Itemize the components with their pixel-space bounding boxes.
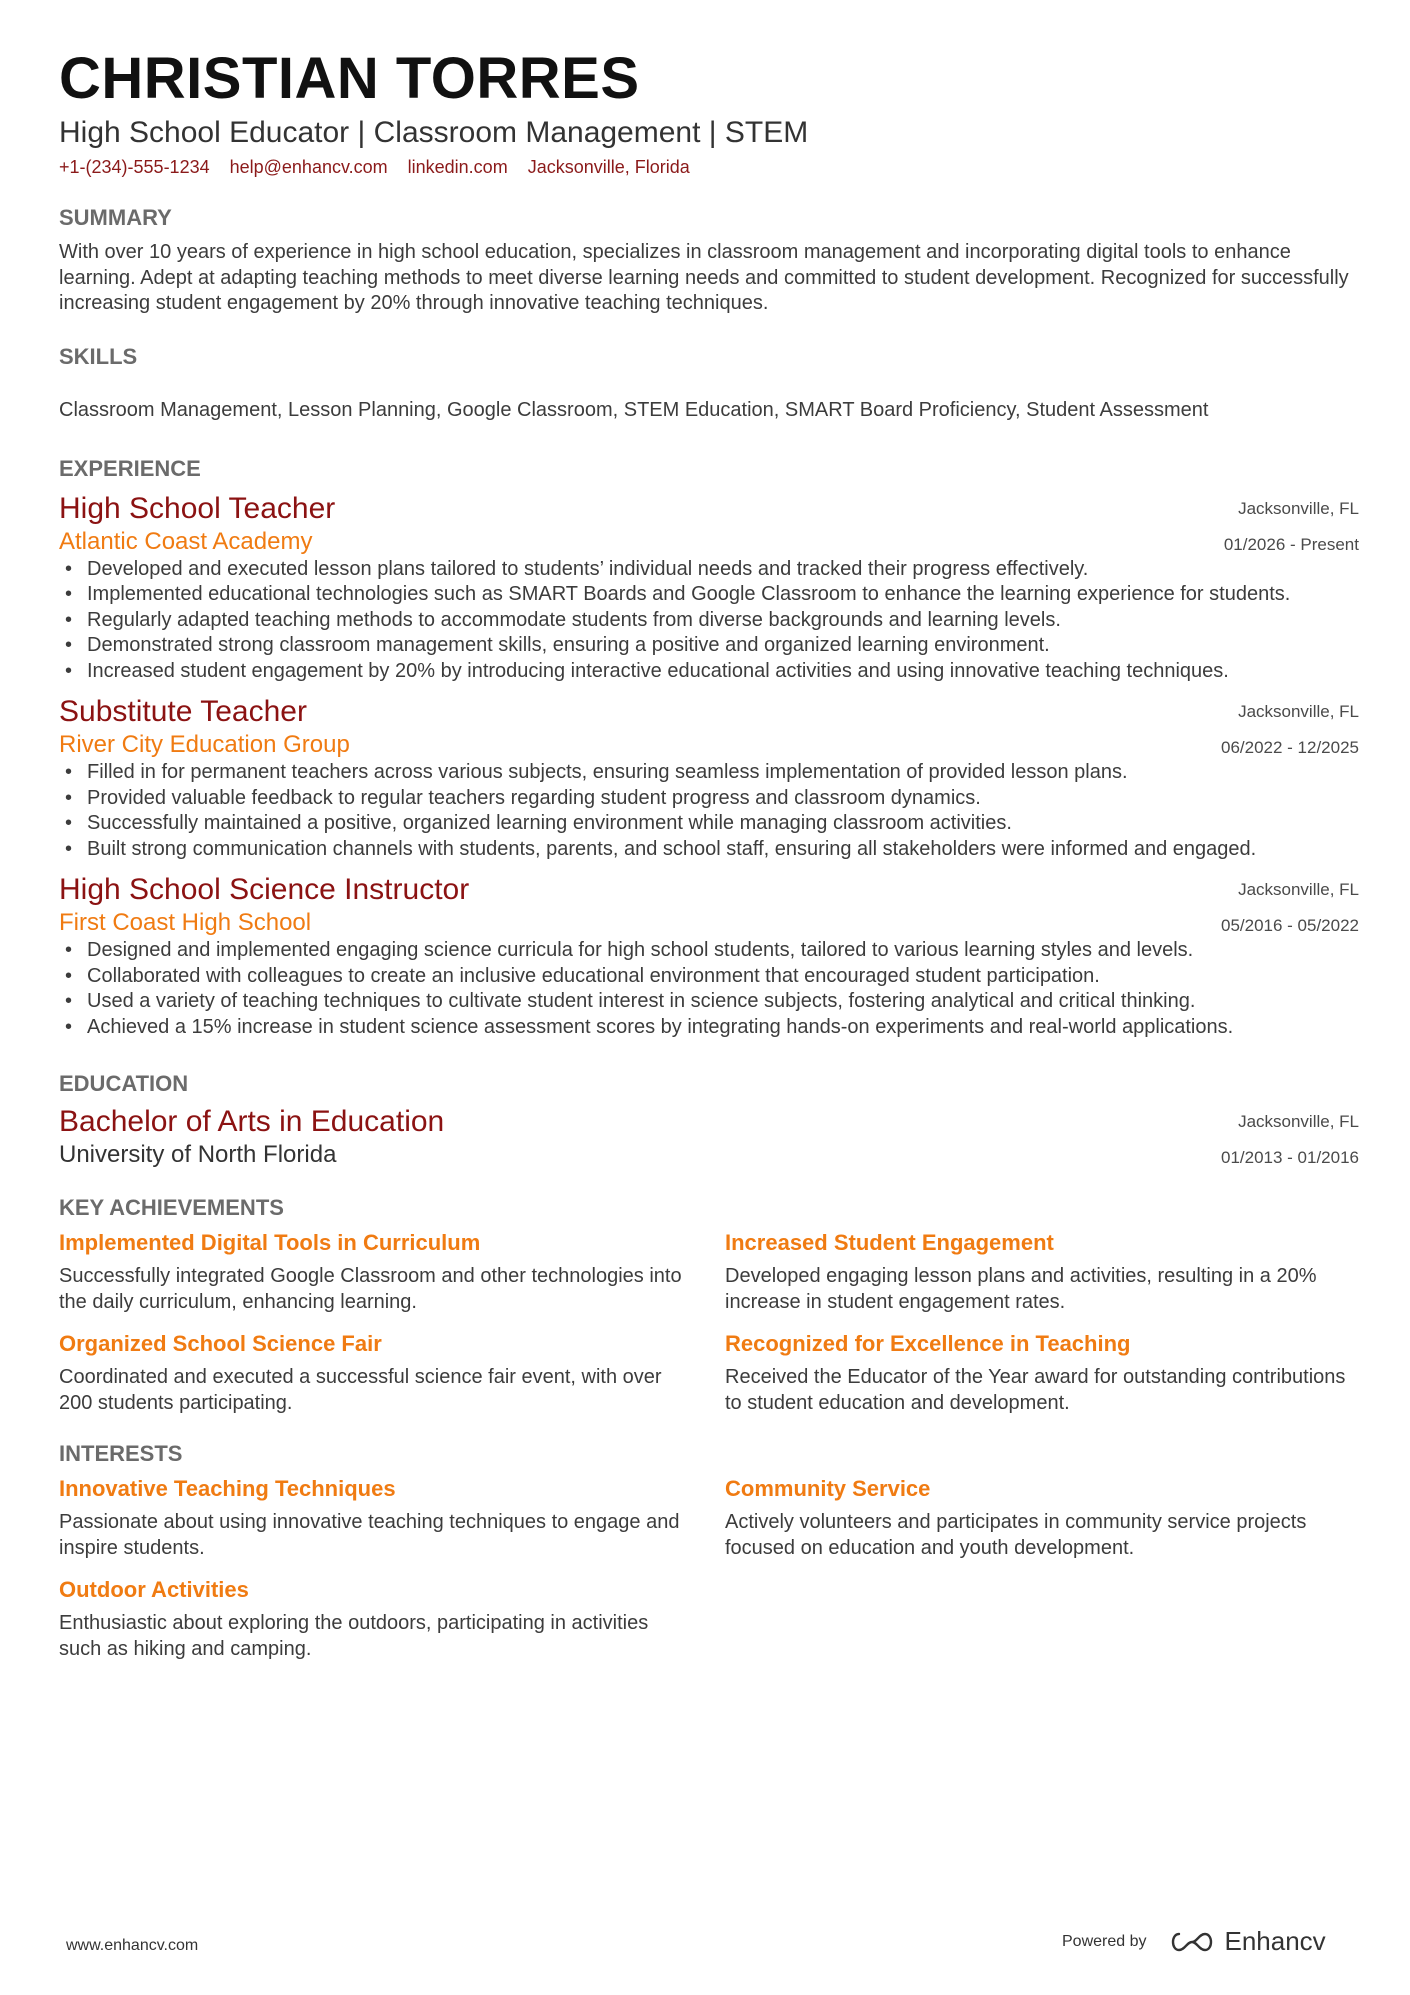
interest-item [725,1474,1359,1561]
job-company: River City Education Group [59,731,350,758]
job-company: Atlantic Coast Academy [59,527,313,555]
degree-title: Bachelor of Arts in Education [59,1105,445,1138]
job-bullets [59,760,1359,862]
bullet-item: • Demonstrated strong classroom management skills, ensuring a positive and organized learning environment. [59,633,1359,659]
summary-text: With over 10 years of experience in high school education, specializes in classroom management and incorporating digital tools to enhance learning. Adept at adapting teaching methods to meet diverse learning needs and committed to student development. Recognized for successfully increasing student engagement by 20% through innovative teaching techniques. [59,241,1349,314]
job-dates: 05/2016 - 05/2022 [1220,916,1359,935]
bullet-item: • Developed and executed lesson plans tailored to students’ individual needs and tracked their progress effectively. [59,557,1359,583]
skills-section [59,343,1359,423]
enhancv-logo-icon [1169,1930,1215,1954]
location-text: Jacksonville, Florida [527,157,690,177]
job-bullets [59,938,1359,1040]
bullet-item: • Collaborated with colleagues to create an inclusive educational environment that encouraged student participation. [59,964,1359,990]
interest-desc: Passionate about using innovative teaching techniques to engage and inspire students. [59,1511,680,1559]
linkedin-link[interactable]: linkedin.com [407,157,508,177]
job-dates: 06/2022 - 12/2025 [1220,738,1359,757]
education-heading: EDUCATION [59,1071,189,1096]
interests-heading: INTERESTS [59,1441,183,1466]
job-location: Jacksonville, FL [1238,880,1359,899]
job-location: Jacksonville, FL [1238,702,1359,721]
contact-line [59,154,1359,180]
email-link[interactable]: help@enhancv.com [229,157,388,177]
job-title: Substitute Teacher [59,695,307,728]
bullet-item: • Designed and implemented engaging science curricula for high school students, tailored to various learning styles and levels. [59,938,1359,964]
headline: High School Educator | Classroom Management | STEM [59,116,809,149]
candidate-name: CHRISTIAN TORRES [59,46,640,111]
job-location: Jacksonville, FL [1238,498,1359,518]
achievement-desc: Received the Educator of the Year award for outstanding contributions to student education and development. [725,1366,1346,1414]
job-dates: 01/2026 - Present [1223,534,1359,554]
experience-section [59,455,1359,1041]
skills-text: Classroom Management, Lesson Planning, Google Classroom, STEM Education, SMART Board Proficiency, Student Assessment [59,398,1209,421]
achievement-title: Increased Student Engagement [725,1230,1054,1255]
education-dates: 01/2013 - 01/2016 [1220,1148,1359,1167]
interests-grid [59,1474,1359,1676]
bullet-item: • Implemented educational technologies such as SMART Boards and Google Classroom to enhance the learning experience for students. [59,582,1359,608]
job-entry [59,694,1359,862]
achievement-desc: Coordinated and executed a successful science fair event, with over 200 students participating. [59,1366,662,1414]
bullet-item: • Built strong communication channels with students, parents, and school staff, ensuring all stakeholders were informed and engaged. [59,837,1359,863]
phone-link[interactable]: +1-(234)-555-1234 [59,157,210,177]
job-bullets [59,557,1359,685]
job-title: High School Science Instructor [59,873,470,906]
bullet-item: • Filled in for permanent teachers across various subjects, ensuring seamless implementation of provided lesson plans. [59,760,1359,786]
achievement-desc: Successfully integrated Google Classroom and other technologies into the daily curriculum, enhancing learning. [59,1265,682,1313]
achievement-desc: Developed engaging lesson plans and activities, resulting in a 20% increase in student engagement rates. [725,1265,1317,1313]
interest-desc: Enthusiastic about exploring the outdoors, participating in activities such as hiking and camping. [59,1612,649,1660]
bullet-item: • Used a variety of teaching techniques to cultivate student interest in science subjects, fostering analytical and critical thinking. [59,989,1359,1015]
footer-website-link[interactable]: www.enhancv.com [66,1937,199,1954]
job-title: High School Teacher [59,491,336,525]
achievement-title: Implemented Digital Tools in Curriculum [59,1230,481,1255]
brand-name: Enhancv [1224,1926,1326,1956]
achievement-item [59,1329,725,1416]
achievement-item [59,1228,725,1315]
education-entry [59,1104,1359,1170]
bullet-item: • Regularly adapted teaching methods to accommodate students from diverse backgrounds and learning levels. [59,608,1359,634]
achievements-grid [59,1228,1359,1430]
resume-content [59,44,1359,1676]
achievement-title: Recognized for Excellence in Teaching [725,1331,1131,1356]
bullet-item: • Provided valuable feedback to regular teachers regarding student progress and classroom dynamics. [59,786,1359,812]
brand-logo[interactable] [1169,1926,1326,1957]
interest-title: Outdoor Activities [59,1577,249,1602]
summary-heading: SUMMARY [59,205,172,230]
education-section [59,1070,1359,1170]
interests-section [59,1440,1359,1676]
job-entry [59,872,1359,1040]
interest-item [59,1575,725,1662]
interest-item [59,1474,725,1561]
interest-title: Innovative Teaching Techniques [59,1476,396,1501]
bullet-item: • Increased student engagement by 20% by introducing interactive educational activities and using innovative teaching techniques. [59,659,1359,685]
achievements-heading: KEY ACHIEVEMENTS [59,1195,284,1220]
interest-title: Community Service [725,1476,931,1501]
job-company: First Coast High School [59,909,312,936]
achievements-section [59,1194,1359,1430]
bullet-item: • Achieved a 15% increase in student science assessment scores by integrating hands-on experiments and real-world applications. [59,1015,1359,1041]
school-name: University of North Florida [59,1141,337,1168]
skills-heading: SKILLS [59,343,138,369]
job-entry [59,491,1359,685]
education-location: Jacksonville, FL [1238,1112,1359,1131]
footer-branding[interactable] [1062,1926,1326,1957]
powered-by-label: Powered by [1062,1932,1147,1950]
experience-heading: EXPERIENCE [59,455,201,481]
interest-desc: Actively volunteers and participates in community service projects focused on education and youth development. [725,1511,1307,1559]
achievement-item [725,1228,1359,1315]
achievement-title: Organized School Science Fair [59,1331,382,1356]
achievement-item [725,1329,1359,1416]
summary-section [59,204,1359,317]
bullet-item: • Successfully maintained a positive, organized learning environment while managing classroom activities. [59,811,1359,837]
